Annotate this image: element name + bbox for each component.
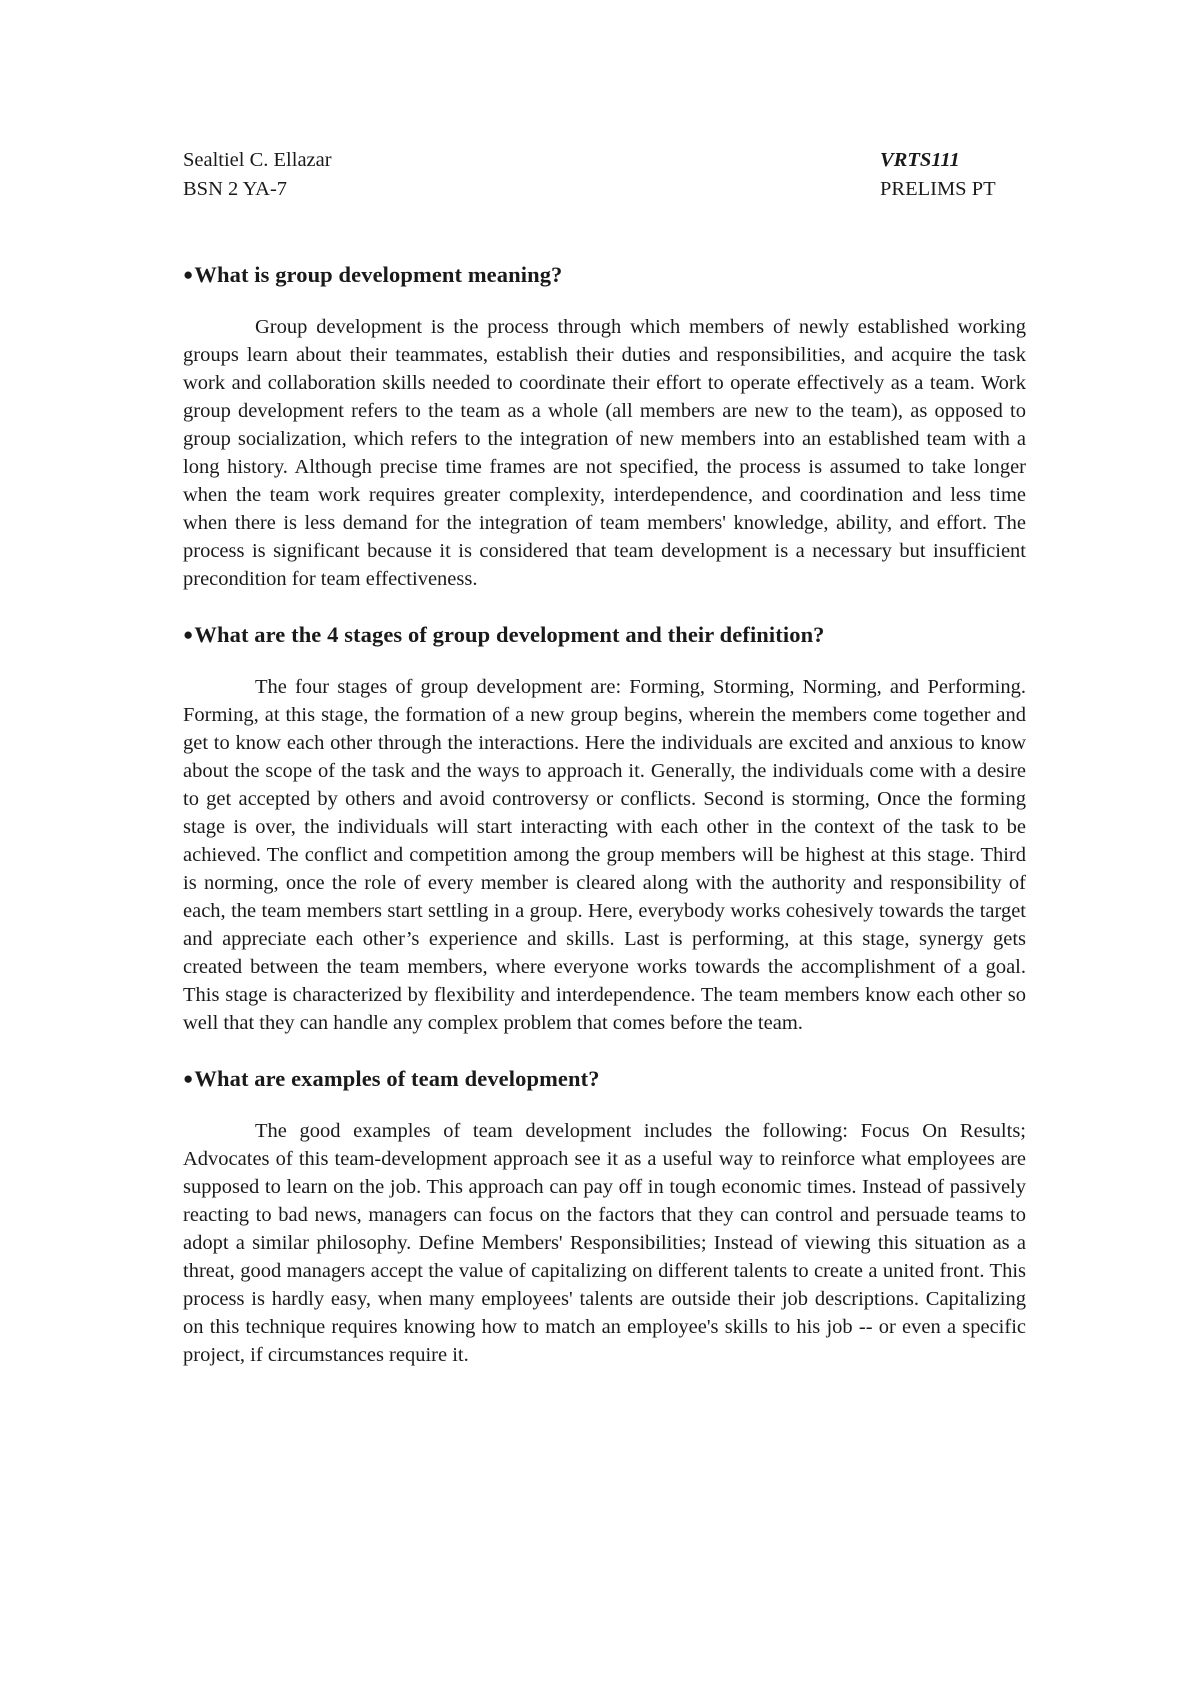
question-heading <box>183 620 1026 650</box>
question-text: What are the 4 stages of group development and their definition? <box>194 622 825 647</box>
student-name: Sealtiel C. Ellazar <box>183 149 332 171</box>
question-heading <box>183 1064 1026 1094</box>
question-heading <box>183 260 1026 290</box>
answer-paragraph: The four stages of group development are: Forming, Storming, Norming, and Performing. Forming, at this stage, the formation of a new group begins, wherein the members come together and get to know each other through the interactions. Here the individuals are excited and anxious to know about the scope of the task and the ways to approach it. Generally, the individuals come with a desire to get accepted by others and avoid controversy or conflicts. Second is storming, Once the forming stage is over, the individuals will start interacting with each other in the context of the task to be achieved. The conflict and competition among the group members will be highest at this stage. Third is norming, once the role of every member is cleared along with the authority and responsibility of each, the team members start settling in a group. Here, everybody works cohesively towards the target and appreciate each other’s experience and skills. Last is performing, at this stage, synergy gets created between the team members, where everyone works towards the accomplishment of a goal. This stage is characterized by flexibility and interdependence. The team members know each other so well that they can handle any complex problem that comes before the team. <box>183 676 1026 1034</box>
document-header <box>183 146 1026 204</box>
course-code: VRTS111 <box>880 149 960 171</box>
document-page <box>183 146 1026 1369</box>
student-section: BSN 2 YA-7 <box>183 178 288 200</box>
answer-paragraph: The good examples of team development includes the following: Focus On Results; Advocates of this team-development approach see it as a useful way to reinforce what employees are supposed to learn on the job. This approach can pay off in tough economic times. Instead of passively reacting to bad news, managers can focus on the factors that they can control and persuade teams to adopt a similar philosophy. Define Members' Responsibilities; Instead of viewing this situation as a threat, good managers accept the value of capitalizing on different talents to create a united front. This process is hardly easy, when many employees' talents are outside their job descriptions. Capitalizing on this technique requires knowing how to match an employee's skills to his job -- or even a specific project, if circumstances require it. <box>183 1120 1026 1366</box>
answer-paragraph: Group development is the process through which members of newly established working groups learn about their teammates, establish their duties and responsibilities, and acquire the task work and collaboration skills needed to coordinate their effort to operate effectively as a team. Work group development refers to the team as a whole (all members are new to the team), as opposed to group socialization, which refers to the integration of new members into an established team with a long history. Although precise time frames are not specified, the process is assumed to take longer when the team work requires greater complexity, interdependence, and coordination and less time when there is less demand for the integration of team members' knowledge, ability, and effort. The process is significant because it is considered that team development is a necessary but insufficient precondition for team effectiveness. <box>183 316 1026 590</box>
exam-label: PRELIMS PT <box>880 178 996 200</box>
bullet-icon: ● <box>183 1069 194 1088</box>
question-text: What is group development meaning? <box>194 262 563 287</box>
header-row-1 <box>183 146 1026 175</box>
bullet-icon: ● <box>183 265 194 284</box>
question-text: What are examples of team development? <box>194 1066 600 1091</box>
bullet-icon: ● <box>183 625 194 644</box>
header-row-2 <box>183 175 1026 204</box>
